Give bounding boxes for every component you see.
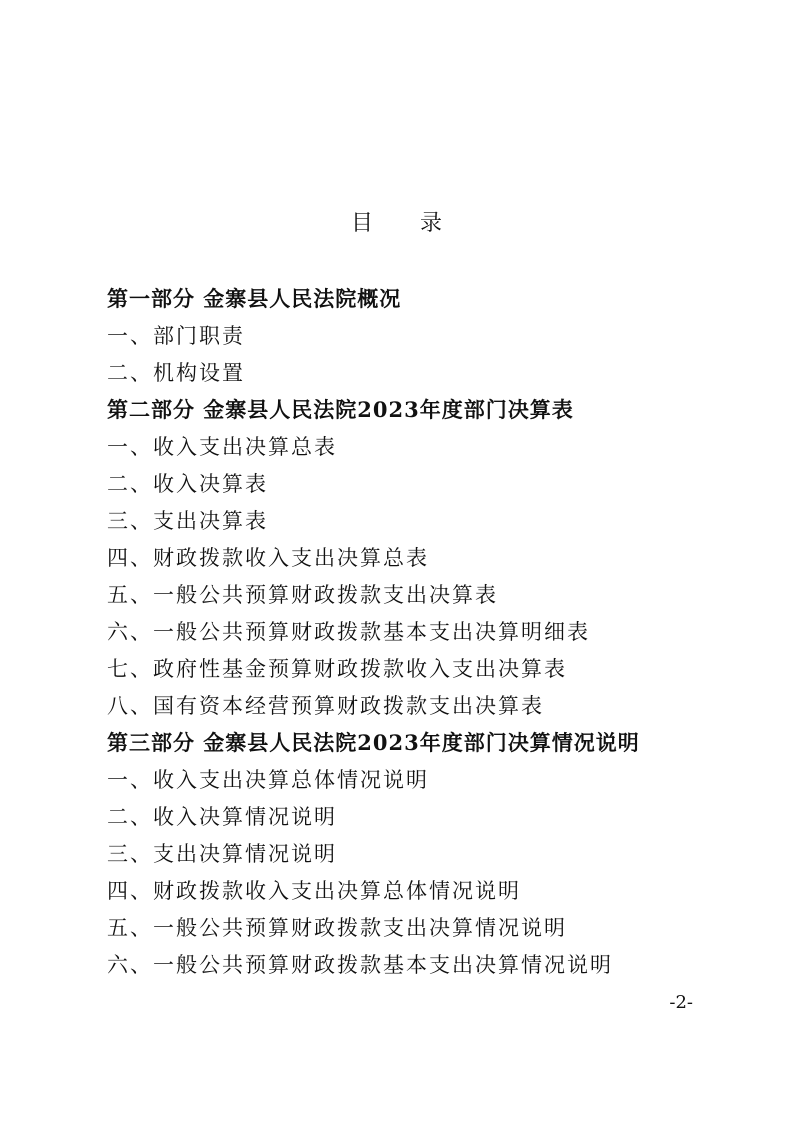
toc-item: 五、一般公共预算财政拨款支出决算情况说明 [107, 916, 567, 940]
toc-item: 六、一般公共预算财政拨款基本支出决算情况说明 [107, 953, 613, 977]
toc-item: 一、收入支出决算总体情况说明 [107, 768, 429, 792]
toc-item: 七、政府性基金预算财政拨款收入支出决算表 [107, 657, 567, 681]
toc-item: 一、收入支出决算总表 [107, 435, 337, 459]
toc-item: 二、机构设置 [107, 361, 245, 385]
toc-item: 八、国有资本经营预算财政拨款支出决算表 [107, 694, 544, 718]
table-of-contents [107, 284, 707, 987]
toc-item: 五、一般公共预算财政拨款支出决算表 [107, 583, 498, 607]
toc-item: 三、支出决算情况说明 [107, 842, 337, 866]
toc-item: 六、一般公共预算财政拨款基本支出决算明细表 [107, 620, 590, 644]
toc-item: 四、财政拨款收入支出决算总表 [107, 546, 429, 570]
toc-item: 二、收入决算情况说明 [107, 805, 337, 829]
toc-item: 二、收入决算表 [107, 472, 268, 496]
toc-part-heading: 第一部分 金寨县人民法院概况 [107, 286, 402, 311]
toc-item: 四、财政拨款收入支出决算总体情况说明 [107, 879, 521, 903]
page-number: -2- [669, 992, 693, 1013]
toc-part-heading: 第二部分 金寨县人民法院2023年度部门决算表 [107, 397, 574, 422]
toc-item: 一、部门职责 [107, 324, 245, 348]
page-title: 目 录 [351, 211, 462, 236]
toc-item: 三、支出决算表 [107, 509, 268, 533]
toc-part-heading: 第三部分 金寨县人民法院2023年度部门决算情况说明 [107, 730, 640, 755]
